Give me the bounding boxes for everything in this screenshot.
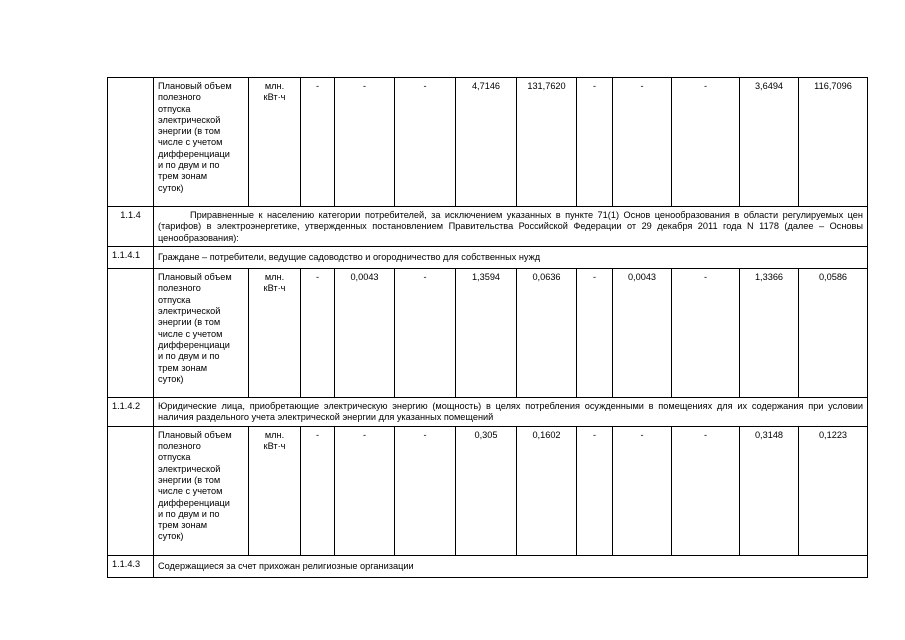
value-cell: - [577,269,613,398]
indicator-name-cell: Плановый объем полезного отпуска электрической энергии (в том числе с учетом дифференциаци и по двум и по трем зонам суток) [154,426,249,555]
table-row [108,78,868,207]
value-cell: 1,3366 [740,269,799,398]
section-title-cell: Юридические лица, приобретающие электрическую энергию (мощность) в целях потребления осужденными в помещениях для их содержания при условии наличия раздельного учета электрической энергии для указанных помещений [154,398,868,427]
value-cell: 0,1602 [517,426,577,555]
unit-cell: млн. кВт·ч [249,78,301,207]
value-cell: - [613,426,672,555]
value-cell: - [672,269,740,398]
value-cell: - [395,269,456,398]
indicator-name-cell: Плановый объем полезного отпуска электрической энергии (в том числе с учетом дифференциаци и по двум и по трем зонам суток) [154,269,249,398]
section-title-cell: Граждане – потребители, ведущие садоводство и огородничество для собственных нужд [154,246,868,268]
row-number-cell: 1.1.4 [108,207,154,247]
value-cell: - [395,78,456,207]
value-cell: - [301,269,335,398]
value-cell: 0,3148 [740,426,799,555]
value-cell: - [577,426,613,555]
table-row [108,426,868,555]
row-number-cell [108,269,154,398]
value-cell: 0,0043 [335,269,395,398]
value-cell: - [335,426,395,555]
row-number-cell: 1.1.4.2 [108,398,154,427]
value-cell: 4,7146 [456,78,517,207]
table-row [108,269,868,398]
value-cell: - [672,78,740,207]
value-cell: - [577,78,613,207]
section-title-cell: Содержащиеся за счет прихожан религиозные организации [154,555,868,577]
value-cell: 0,0636 [517,269,577,398]
row-number-cell: 1.1.4.1 [108,246,154,268]
value-cell: 3,6494 [740,78,799,207]
value-cell: 0,0043 [613,269,672,398]
table-row [108,207,868,247]
value-cell: 1,3594 [456,269,517,398]
value-cell: 0,1223 [799,426,868,555]
unit-cell: млн. кВт·ч [249,426,301,555]
unit-cell: млн. кВт·ч [249,269,301,398]
value-cell: - [613,78,672,207]
table-row [108,398,868,427]
table-row [108,246,868,268]
value-cell: 0,305 [456,426,517,555]
indicator-name-cell: Плановый объем полезного отпуска электрической энергии (в том числе с учетом дифференциаци и по двум и по трем зонам суток) [154,78,249,207]
section-title-cell: Приравненные к населению категории потребителей, за исключением указанных в пункте 71(1) Основ ценообразования в области регулируемых цен (тарифов) в электроэнергетике, утвержденных постановлением Правительства Российской Федерации от 29 декабря 2011 года N 1178 (далее – Основы ценообразования): [154,207,868,247]
value-cell: 0,0586 [799,269,868,398]
value-cell: - [335,78,395,207]
value-cell: - [301,426,335,555]
value-cell: 131,7620 [517,78,577,207]
value-cell: - [395,426,456,555]
row-number-cell [108,426,154,555]
tariff-table [107,77,868,578]
value-cell: 116,7096 [799,78,868,207]
table-row [108,555,868,577]
row-number-cell [108,78,154,207]
row-number-cell: 1.1.4.3 [108,555,154,577]
value-cell: - [672,426,740,555]
value-cell: - [301,78,335,207]
